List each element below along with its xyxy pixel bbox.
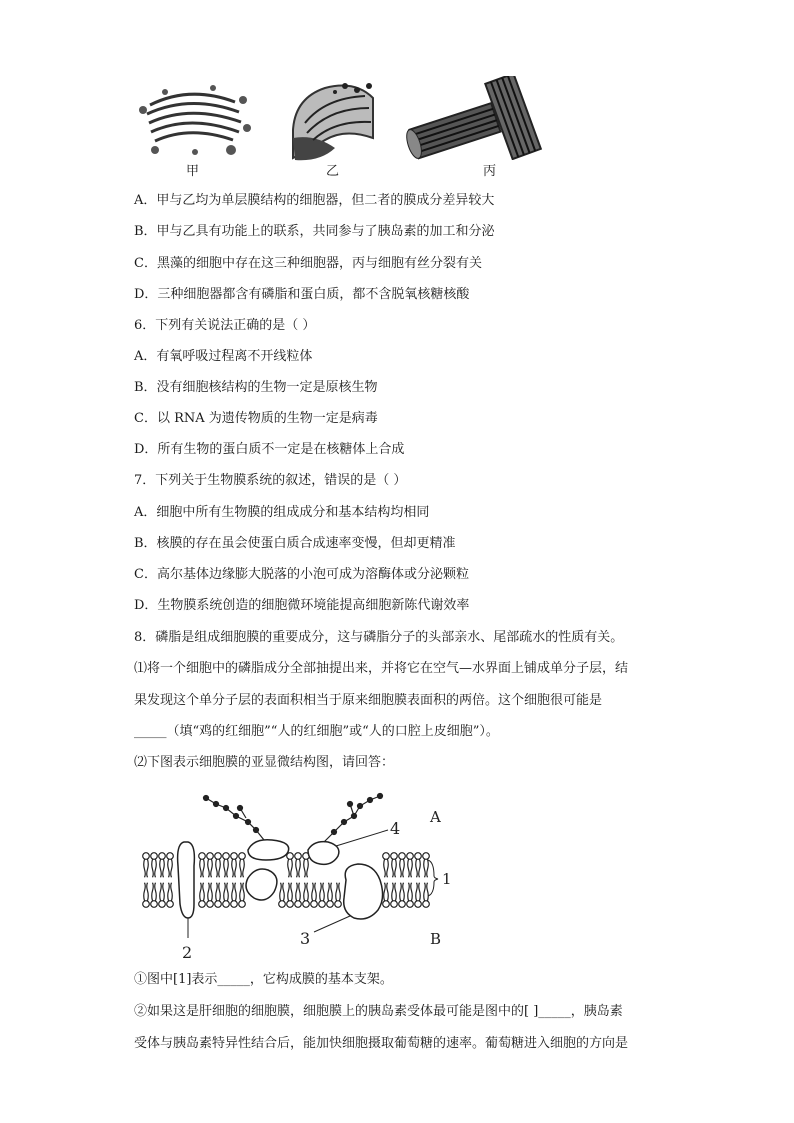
phospholipid-tail [331, 883, 333, 901]
figure-label-yi: 乙 [326, 164, 340, 179]
phospholipid-head [239, 853, 246, 860]
label-A: A [430, 808, 441, 826]
phospholipid-head [207, 853, 214, 860]
q5-option-d: D．三种细胞器都含有磷脂和蛋白质，都不含脱氧核糖核酸 [134, 287, 470, 302]
label-3: 3 [300, 929, 311, 948]
phospholipid-tail [203, 859, 205, 877]
phospholipid-tail [171, 883, 173, 901]
q8-part1-line2: 果发现这个单分子层的表面积相当于原来细胞膜表面积的两倍。这个细胞很可能是 [134, 693, 603, 708]
phospholipid-tail [152, 859, 154, 877]
phospholipid-tail [403, 883, 405, 901]
phospholipid-tail [147, 883, 149, 901]
q6-option-d: D．所有生物的蛋白质不一定是在核糖体上合成 [134, 442, 405, 457]
phospholipid-tail [208, 859, 210, 877]
phospholipid-tail [224, 883, 226, 901]
phospholipid-head [223, 901, 230, 908]
phospholipid-tail [304, 859, 306, 877]
phospholipid-tail [232, 883, 234, 901]
q8-part2-intro: ⑵下图表示细胞膜的亚显微结构图，请回答： [134, 755, 395, 770]
phospholipid-tail [416, 883, 418, 901]
phospholipid-tail [411, 859, 413, 877]
q5-option-b: B．甲与乙具有功能上的联系，共同参与了胰岛素的加工和分泌 [134, 224, 495, 239]
figure-label-bing: 丙 [483, 164, 497, 179]
phospholipid-head [383, 901, 390, 908]
phospholipid-tail [216, 883, 218, 901]
phospholipid-tail [168, 859, 170, 877]
phospholipid-tail [144, 883, 146, 901]
phospholipid-head [287, 901, 294, 908]
phospholipid-tail [400, 859, 402, 877]
phospholipid-tail [291, 883, 293, 901]
phospholipid-tail [211, 859, 213, 877]
phospholipid-tail [203, 883, 205, 901]
phospholipid-tail [163, 859, 165, 877]
phospholipid-tail [200, 859, 202, 877]
phospholipid-head [303, 901, 310, 908]
label-2: 2 [182, 943, 193, 962]
phospholipid-head [391, 901, 398, 908]
q5-option-a: A．甲与乙均为单层膜结构的细胞器，但二者的膜成分差异较大 [134, 193, 495, 208]
phospholipid-tail [288, 883, 290, 901]
phospholipid-head [391, 853, 398, 860]
phospholipid-tail [416, 859, 418, 877]
phospholipid-head [415, 901, 422, 908]
phospholipid-tail [168, 883, 170, 901]
protein-3-shape [344, 864, 383, 919]
phospholipid-tail [403, 859, 405, 877]
phospholipid-tail [147, 859, 149, 877]
phospholipid-tail [323, 883, 325, 901]
phospholipid-tail [387, 883, 389, 901]
phospholipid-tail [240, 883, 242, 901]
phospholipid-tail [312, 883, 314, 901]
phospholipid-tail [384, 859, 386, 877]
phospholipid-tail [208, 883, 210, 901]
phospholipid-head [231, 853, 238, 860]
phospholipid-tail [307, 859, 309, 877]
phospholipid-tail [216, 859, 218, 877]
phospholipid-head [231, 901, 238, 908]
phospholipid-tail [408, 883, 410, 901]
phospholipid-head [223, 853, 230, 860]
phospholipid-head [295, 853, 302, 860]
er-image [285, 78, 377, 162]
q6-option-c: C．以 RNA 为遗传物质的生物一定是病毒 [134, 411, 378, 426]
q8-sub2-line1: ②如果这是肝细胞的细胞膜，细胞膜上的胰岛素受体最可能是图中的[ ]_____，胰岛素 [134, 1004, 623, 1019]
phospholipid-tail [152, 883, 154, 901]
phospholipid-head [399, 901, 406, 908]
phospholipid-tail [240, 859, 242, 877]
phospholipid-tail [155, 883, 157, 901]
phospholipid-tail [235, 883, 237, 901]
phospholipid-head [207, 901, 214, 908]
phospholipid-tail [291, 859, 293, 877]
phospholipid-tail [243, 859, 245, 877]
figure-label-jia: 甲 [186, 164, 200, 179]
q6-option-b: B．没有细胞核结构的生物一定是原核生物 [134, 380, 378, 395]
golgi-image [135, 80, 253, 160]
phospholipid-head [215, 901, 222, 908]
phospholipid-head [295, 901, 302, 908]
phospholipid-tail [144, 859, 146, 877]
phospholipid-tail [304, 883, 306, 901]
phospholipid-tail [280, 883, 282, 901]
phospholipid-head [215, 853, 222, 860]
phospholipid-head [327, 901, 334, 908]
phospholipid-tail [288, 859, 290, 877]
phospholipid-tail [395, 859, 397, 877]
phospholipid-tail [400, 883, 402, 901]
phospholipid-tail [424, 883, 426, 901]
phospholipid-head [407, 853, 414, 860]
phospholipid-head [423, 853, 430, 860]
phospholipid-tail [395, 883, 397, 901]
phospholipid-head [159, 853, 166, 860]
surface-protein-shape [248, 840, 289, 860]
phospholipid-head [167, 901, 174, 908]
phospholipid-tail [336, 883, 338, 901]
phospholipid-tail [419, 859, 421, 877]
phospholipid-tail [384, 883, 386, 901]
q5-option-c: C．黑藻的细胞中存在这三种细胞器，丙与细胞有丝分裂有关 [134, 256, 482, 271]
phospholipid-head [383, 853, 390, 860]
phospholipid-head [159, 901, 166, 908]
phospholipid-tail [219, 883, 221, 901]
phospholipid-head [151, 901, 158, 908]
phospholipid-tail [227, 883, 229, 901]
phospholipid-tail [307, 883, 309, 901]
q8-part1-line3: _____（填“鸡的红细胞”“人的红细胞”或“人的口腔上皮细胞”）。 [134, 724, 499, 739]
label-B: B [430, 930, 442, 948]
q8-sub1: ①图中[1]表示_____，它构成膜的基本支架。 [134, 972, 393, 987]
phospholipid-tail [328, 883, 330, 901]
q7-option-d: D．生物膜系统创造的细胞微环境能提高细胞新陈代谢效率 [134, 598, 470, 613]
phospholipid-head [399, 853, 406, 860]
phospholipid-head [199, 901, 206, 908]
phospholipid-tail [224, 859, 226, 877]
q6-option-a: A．有氧呼吸过程离不开线粒体 [134, 349, 313, 364]
phospholipid-tail [299, 883, 301, 901]
phospholipid-tail [427, 859, 429, 877]
phospholipid-tail [219, 859, 221, 877]
phospholipid-tail [339, 883, 341, 901]
phospholipid-tail [296, 859, 298, 877]
phospholipid-head [239, 901, 246, 908]
phospholipid-tail [227, 859, 229, 877]
phospholipid-tail [211, 883, 213, 901]
phospholipid-tail [160, 859, 162, 877]
phospholipid-tail [320, 883, 322, 901]
phospholipid-tail [160, 883, 162, 901]
phospholipid-tail [243, 883, 245, 901]
phospholipid-tail [155, 859, 157, 877]
q8-part1-line1: ⑴将一个细胞中的磷脂成分全部抽提出来，并将它在空气—水界面上铺成单分子层，结 [134, 661, 629, 676]
phospholipid-head [311, 901, 318, 908]
phospholipid-head [407, 901, 414, 908]
phospholipid-head [143, 901, 150, 908]
protein-2-shape [178, 842, 195, 918]
centriole-image [404, 76, 550, 160]
phospholipid-head [143, 853, 150, 860]
phospholipid-head [279, 901, 286, 908]
q7-stem: 7．下列关于生物膜系统的叙述，错误的是（ ） [134, 473, 407, 488]
q8-sub2-line2: 受体与胰岛素特异性结合后，能加快细胞摄取葡萄糖的速率。葡萄糖进入细胞的方向是 [134, 1036, 629, 1051]
label-4: 4 [390, 819, 401, 838]
phospholipid-tail [427, 883, 429, 901]
q7-option-a: A．细胞中所有生物膜的组成成分和基本结构均相同 [134, 505, 430, 520]
phospholipid-tail [163, 883, 165, 901]
phospholipid-tail [171, 859, 173, 877]
cell-membrane-diagram [136, 786, 456, 962]
phospholipid-tail [200, 883, 202, 901]
phospholipid-head [415, 853, 422, 860]
phospholipid-tail [296, 883, 298, 901]
phospholipid-tail [424, 859, 426, 877]
phospholipid-head [151, 853, 158, 860]
phospholipid-head [423, 901, 430, 908]
phospholipid-head [319, 901, 326, 908]
phospholipid-tail [411, 883, 413, 901]
phospholipid-head [335, 901, 342, 908]
phospholipid-tail [392, 883, 394, 901]
phospholipid-tail [315, 883, 317, 901]
phospholipid-head [167, 853, 174, 860]
phospholipid-tail [408, 859, 410, 877]
q6-stem: 6．下列有关说法正确的是（ ） [134, 318, 316, 333]
phospholipid-tail [392, 859, 394, 877]
q7-option-b: B．核膜的存在虽会使蛋白质合成速率变慢，但却更精准 [134, 536, 456, 551]
phospholipid-tail [387, 859, 389, 877]
phospholipid-tail [299, 859, 301, 877]
phospholipid-tail [235, 859, 237, 877]
phospholipid-tail [283, 883, 285, 901]
q8-stem: 8．磷脂是组成细胞膜的重要成分，这与磷脂分子的头部亲水、尾部疏水的性质有关。 [134, 630, 624, 645]
phospholipid-tail [232, 859, 234, 877]
q7-option-c: C．高尔基体边缘膨大脱落的小泡可成为溶酶体或分泌颗粒 [134, 567, 469, 582]
phospholipid-head [199, 853, 206, 860]
phospholipid-tail [419, 883, 421, 901]
label-1: 1 [442, 870, 452, 888]
